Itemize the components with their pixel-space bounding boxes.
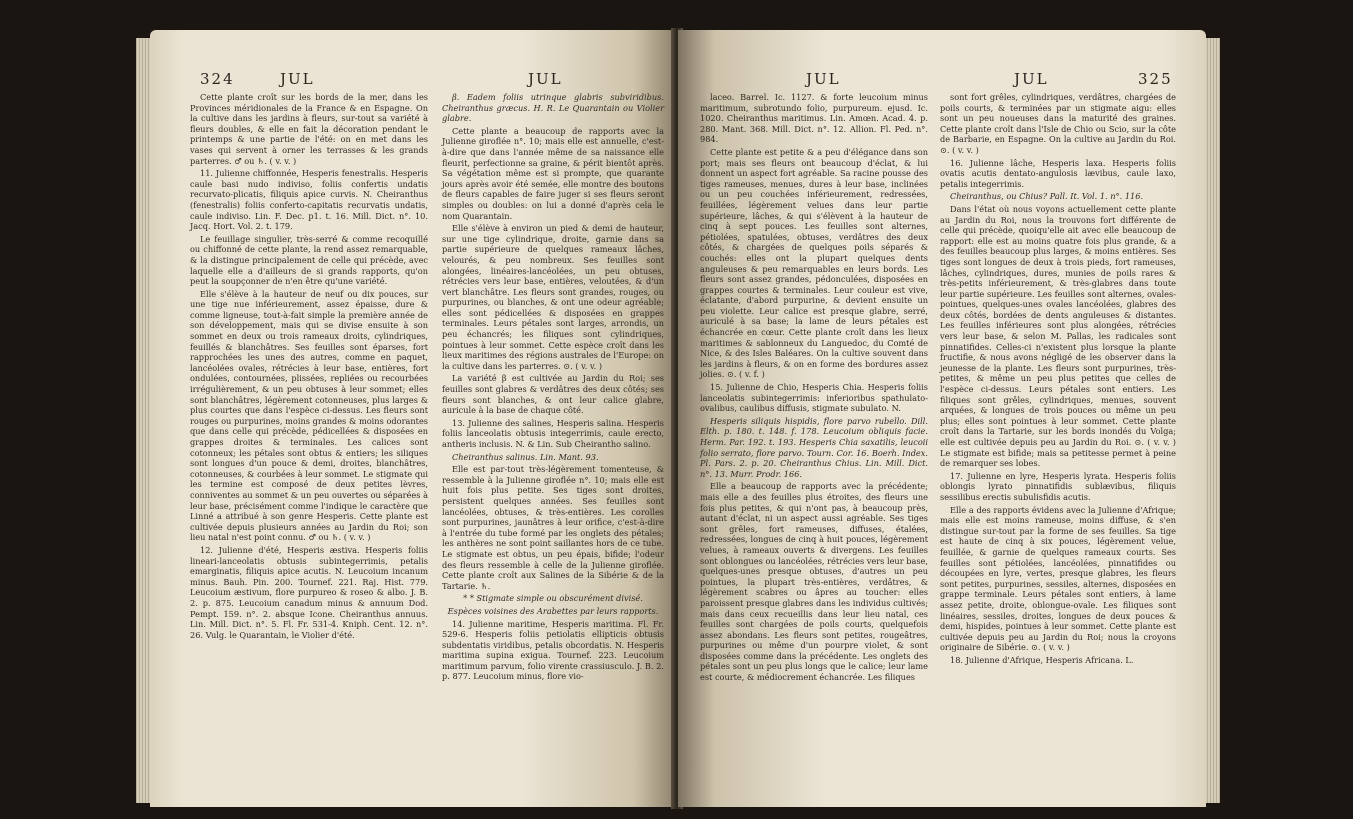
section-heading: * * Stigmate simple ou obscurément divisé. xyxy=(463,593,643,604)
paragraph: 18. Julienne d'Afrique, Hesperis Africana. L. xyxy=(950,654,1134,665)
left-header-right: JUL xyxy=(528,70,563,88)
paragraph: 17. Julienne en lyre, Hesperis lyrata. Hesperis foliis oblongis lyrato pinnatifidis sublævibus, filiquis sessilibus erectis subulisfidis acutis. xyxy=(940,470,1176,502)
paragraph: Elle s'élève à environ un pied & demi de hauteur, sur une tige cylindrique, droite, garnie dans sa partie supérieure de quelques rameaux lâches, velourés, & peu nombreux. Ses feuilles sont alongées, linéaires-lancéolées, un peu obtuses, rétrécies vers leur base, entières, veloutées, & d'un vert blanchâtre. Les fleurs sont grandes, rouges, ou purpurines, ou blanches, & ont une odeur agréable; elles sont pédicellées & disposées en grappes terminales. Leurs pétales sont larges, arrondis, un peu échancrés; les filiques sont cylindriques, pointues à leur sommet. Cette espèce croît dans les lieux maritimes des régions australes de l'Europe: on la cultive dans les parterres. ⊙. ( v. v. ) xyxy=(442,223,664,371)
left-column-2 xyxy=(442,92,664,684)
paragraph: La variété β est cultivée au Jardin du Roi; ses feuilles sont glabres & verdâtres des deux côtés; ses fleurs sont blanches, & ont leur calice glabre, auricule à la base de chaque côté. xyxy=(442,373,664,416)
paragraph: 11. Julienne chiffonnée, Hesperis fenestralis. Hesperis caule basi nudo indiviso, foliis confertis undatis recurvato-plicatis, filiquis apice curvis. N. Cheiranthus (fenestralis) foliis conferto-capitatis recurvatis undatis, caule indiviso. Lin. F. Dec. p1. t. 16. Mill. Dict. n°. 10. Jacq. Hort. Vol. 2. t. 179. xyxy=(190,168,428,232)
paragraph: 16. Julienne lâche, Hesperis laxa. Hesperis foliis ovatis acutis dentato-angulosis lævibus, caule laxo, petalis integerrimis. xyxy=(940,157,1176,189)
paragraph: Dans l'état où nous voyons actuellement cette plante au Jardin du Roi, nous la trouvons fort différente de celle qui précède, quoiqu'elle ait avec elle beaucoup de rapport: elle est au moins quatre fois plus grande, & a des feuilles beaucoup plus larges, & moins entières. Ses tiges sont longues de deux à trois pieds, fort rameuses, lâches, cylindriques, dures, munies de poils rares & très-petits inférieurement, & très-glabres dans toute leur partie supérieure. Les feuilles sont alternes, ovales-pointues, quelques-unes ovales lancéolées, glabres des deux côtés, bordées de dents anguleuses & distantes. Les feuilles inférieures sont plus alongées, rétrécies vers leur base, & selon M. Pallas, les radicales sont pinnatifides. Celles-ci n'existent plus lorsque la plante fructifie, & nous avons négligé de les observer dans la jeunesse de la plante. Les fleurs sont purpurines, très-petites, & même un peu plus petites que celles de l'espèce ci-dessus. Leurs pétales sont entiers. Les filiques sont grêles, cylindriques, menues, souvent arquées, & longues de trois pouces ou même un peu plus; elles sont pointues à leur sommet. Cette plante croît dans la Tartarie, sur les bords inondés du Volga; elle est cultivée depuis peu au Jardin du Roi. ⊙. ( v. v. ) Le stigmate est bifide; mais sa petitesse permet à peine de remarquer ses lobes. xyxy=(940,203,1176,469)
left-column-1 xyxy=(190,92,428,642)
right-header-left: JUL xyxy=(806,70,841,88)
paragraph: 12. Julienne d'été, Hesperis æstiva. Hesperis foliis lineari-lanceolatis obtusis subintegerrimis, petalis emarginatis, filiquis apice acutis. N. Leucoium incanum minus. Bauh. Pin. 200. Tournef. 221. Raj. Hist. 779. Leucoium æstivum, flore purpureo & roseo & albo. J. B. 2. p. 875. Leucoium canadum minus & annuum Dod. Pempt. 159. n°. 2. absque Icone. Cheiranthus annuus. Lin. Mill. Dict. n°. 5. Fl. Fr. 531-4. Kniph. Cent. 12. n°. 26. Vulg. le Quarantain, le Violier d'été. xyxy=(190,544,428,640)
paragraph: Cheiranthus salinus. Lin. Mant. 93. xyxy=(452,451,599,462)
paragraph: Le feuillage singulier, très-serré & comme recoquillé ou chiffonné de cette plante, la rend assez remarquable, & la distingue principalement de celle qui précède, avec laquelle elle a d'ailleurs de si grands rapports, qu'on peut la soupçonner de n'en être qu'une variété. xyxy=(190,233,428,287)
page-edges-right xyxy=(1204,38,1220,803)
paragraph: Cette plante est petite & a peu d'élégance dans son port; mais ses fleurs ont beaucoup d'éclat, & lui donnent un aspect fort agréable. Sa racine pousse des tiges rameuses, menues, dures à leur base, inclinées ou un peu couchées inférieurement, redressées, feuillées, légèrement velues dans leur partie supérieure, lâches, & qui s'élèvent à la hauteur de cinq à sept pouces. Les feuilles sont alternes, pétiolées, spatulées, obtuses, verdâtres des deux côtés, & chargées de quelques poils séparés & couchés: elles ont la plupart quelques dents anguleuses & peu remarquables en leurs bords. Les fleurs sont assez grandes, pédonculées, disposées en grappes courtes & terminales. Leur couleur est vive, éclatante, d'abord purpurine, & devient ensuite un peu violette. Leur calice est presque glabre, serré, auriculé à sa base; la lame de leurs pétales est échancrée en cœur. Cette plante croît dans les lieux maritimes & sablonneux du Languedoc, du Comté de Nice, & des Isles Baléares. On la cultive souvent dans les jardins à fleurs, & on en forme des bordures assez jolies. ⊙. ( v. f. ) xyxy=(700,146,928,380)
paragraph: Cette plante a beaucoup de rapports avec la Julienne giroflée n°. 10; mais elle est annuelle, c'est-à-dire que dans l'année même de sa naissance elle fleurit, perfectionne sa graine, & périt bientôt après. Sa végétation même est si prompte, que quarante jours après avoir été semée, elle montre des boutons de fleurs capables de faire juger si ses fleurs seront simples ou doubles: on lui a donné d'après cela le nom Quarantain. xyxy=(442,125,664,221)
paragraph: Elle est par-tout très-légèrement tomenteuse, & ressemble à la Julienne giroflée n°. 10; mais elle est huit fois plus petite. Ses tiges sont droites, persistent quelques années. Ses feuilles sont lancéolées, obtuses, & très-entières. Les corolles sont purpurines, jaunâtres à leur orifice, c'est-à-dire à l'entrée du tube formé par les onglets des pétales; les anthères ne sont point saillantes hors de ce tube. Le stigmate est obtus, un peu épais, bifide; l'odeur des fleurs ressemble à celle de la Julienne giroflée. Cette plante croît aux Salines de la Sibérie & de la Tartarie. ♄. xyxy=(442,464,664,591)
paragraph: Cette plante croît sur les bords de la mer, dans les Provinces méridionales de la France & en Espagne. On la cultive dans les jardins à fleurs, sur-tout sa variété à fleurs doubles, & elle en fait la décoration pendant le printemps & une partie de l'été: on en met dans les vases qui servent à orner les terrasses & les grands parterres. ♂ ou ♄. ( v. v. ) xyxy=(190,92,428,166)
left-page-number: 324 xyxy=(200,70,235,88)
paragraph: Elle s'élève à la hauteur de neuf ou dix pouces, sur une tige nue inférieurement, assez épaisse, dure & comme ligneuse, tout-à-fait simple la première année de son développement, mais qui se divise ensuite à son sommet en deux ou trois rameaux droits, cylindriques, feuillés & blanchâtres. Ses feuilles sont éparses, fort rapprochées les unes des autres, comme en paquet, lancéolées ovales, rétrécies à leur base, entières, fort ondulées, contournées, plissées, repliées ou recourbées irrégulièrement, & un peu obtuses à leur sommet; elles sont blanchâtres, légèrement cotonneuses, plus larges & plus courtes que dans l'espèce ci-dessus. Les fleurs sont rouges ou purpurines, moins grandes & moins odorantes que dans celle qui précède, pédicellées & disposées en grappes droites & terminales. Les calices sont cotonneux; les pétales sont obtus & entiers; les siliques sont longues d'un pouce & demi, droites, blanchâtres, cotonneuses, & courbées à leur sommet. Le stigmate qui les termine est composé de deux petites lèvres, conniventes au sommet & un peu ouvertes ou séparées à leur base, précisément comme l'indique le caractère que Linné a attribué à son genre Hesperis. Cette plante est cultivée depuis plusieurs années au Jardin du Roi; son lieu natal n'est point connu. ♂ ou ♄. ( v. v. ) xyxy=(190,288,428,543)
paragraph: Elle a des rapports évidens avec la Julienne d'Afrique; mais elle est moins rameuse, moins diffuse, & s'en distingue sur-tout par la forme de ses feuilles. Sa tige est haute de cinq à six pouces, légèrement velue, feuillée, & garnie de quelques rameaux courts. Ses feuilles sont pétiolées, lancéolées, pinnatifides ou découpées en lyre, vertes, presque glabres, les fleurs sont petites, purpurines, sessiles, alternes, disposées en grappe terminale. Leurs pétales sont entiers, à lame assez petite, droite, oblongue-ovale. Les filiques sont linéaires, sessiles, droites, longues de deux pouces & demi, hispides, pointues à leur sommet. Cette plante est cultivée depuis peu au Jardin du Roi; nous la croyons originaire de Sibérie. ⊙. ( v. v. ) xyxy=(940,504,1176,653)
right-column-2 xyxy=(940,92,1176,667)
paragraph: sont fort grêles, cylindriques, verdâtres, chargées de poils courts, & terminées par un stigmate aigu: elles sont un peu noueuses dans la maturité des graines. Cette plante croît dans l'Isle de Chio ou Scio, sur la côte de Barbarie, en Espagne. On la cultive au Jardin du Roi. ⊙. ( v. v. ) xyxy=(940,92,1176,155)
right-header-right: JUL xyxy=(1014,70,1049,88)
paragraph: 15. Julienne de Chio, Hesperis Chia. Hesperis foliis lanceolatis subintegerrimis: inferioribus spathulato-ovalibus, caulibus diffusis, stigmate subulato. N. xyxy=(700,382,928,414)
paragraph: Cheiranthus, ou Chius? Pall. It. Vol. 1. n°. 116. xyxy=(950,191,1144,202)
right-column-1 xyxy=(700,92,928,685)
left-header-left: JUL xyxy=(280,70,315,88)
paragraph: β. Eadem foliis utrinque glabris subviridibus. Cheiranthus græcus. H. R. Le Quarantain ou Violier glabre. xyxy=(442,92,664,124)
paragraph: Hesperis siliquis hispidis, flore parvo rubello. Dill. Elth. p. 180. t. 148. f. 178. Leucoium obliquis facie. Herm. Par. 192. t. 193. Hesperis Chia saxatilis, leucoii folio serrato, flore parvo. Tourn. Cor. 16. Boerh. Index. Pl. Pars. 2. p. 20. Cheiranthus Chius. Lin. Mill. Dict. n°. 13. Murr. Prodr. 166. xyxy=(700,415,928,479)
paragraph: laceo. Barrel. Ic. 1127. & forte leucoium minus maritimum, subrotundo folio, purpureum. ejusd. Ic. 1020. Cheiranthus maritimus. Lin. Amœn. Acad. 4. p. 280. Mant. 368. Mill. Dict. n°. 12. Allion. Fl. Ped. n°. 984. xyxy=(700,92,928,145)
left-page xyxy=(150,30,676,807)
section-subheading: Espèces voisines des Arabettes par leurs rapports. xyxy=(447,605,659,616)
paragraph: 13. Julienne des salines, Hesperis salina. Hesperis foliis lanceolatis obtusis integerrimis, caule erecto, antheris inclusis. N. & Lin. Sub Cheirantho salino. xyxy=(442,417,664,449)
paragraph: Elle a beaucoup de rapports avec la précédente; mais elle a des feuilles plus étroites, des fleurs une fois plus petites, & qui n'ont pas, à beaucoup près, autant d'éclat, ni un aspect aussi agréable. Ses tiges sont grêles, fort rameuses, diffuses, étalées, redressées, longues de cinq à huit pouces, légèrement velues, à rameaux ouverts & divergens. Les feuilles sont oblongues ou lancéolées, rétrécies vers leur base, quelques-unes presque obtuses, d'autres un peu pointues, la plupart très-entières, verdâtres, & légèrement scabres ou âpres au toucher: elles paroissent presque glabres dans les individus cultivés; mais dans ceux recueillis dans leur lieu natal, ces feuilles sont chargées de poils courts, quelquefois assez abondans. Les fleurs sont petites, rougeâtres, purpurines ou même d'un pourpre violet, & sont disposées comme dans la précédente. Les onglets des pétales sont un peu plus longs que le calice; leur lame est courte, & médiocrement échancrée. Les filiques xyxy=(700,481,928,683)
right-page-number: 325 xyxy=(1138,70,1173,88)
paragraph: 14. Julienne maritime, Hesperis maritima. Fl. Fr. 529-6. Hesperis foliis petiolatis ellipticis obtusis subdentatis viridibus, petalis obcordatis. N. Hesperis maritima supina exigua. Tournef. 223. Leucoium maritimum parvum, folio virente crassiusculo. J. B. 2. p. 877. Leucoium minus, flore vio- xyxy=(442,618,664,682)
right-page xyxy=(678,30,1206,807)
